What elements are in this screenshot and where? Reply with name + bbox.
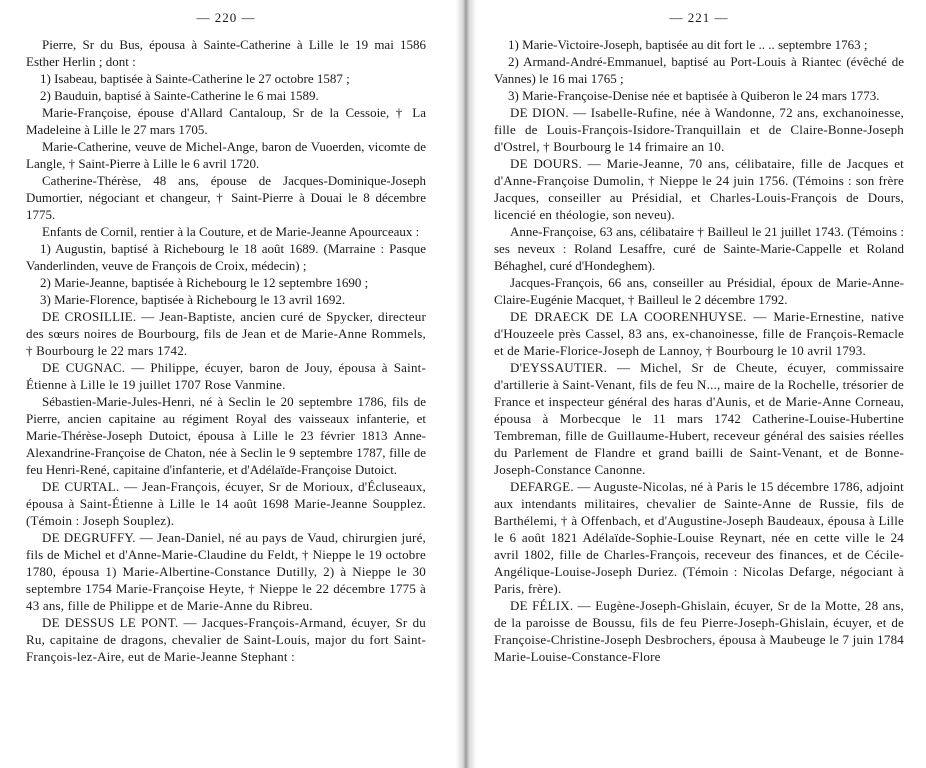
child-entry: 3) Marie-Françoise-Denise née et baptisée à Quiberon le 24 mars 1773. — [508, 88, 880, 103]
entry-paragraph: Enfants de Cornil, rentier à la Couture, et de Marie-Jeanne Apourceaux : — [42, 224, 420, 239]
right-page — [494, 0, 904, 768]
child-entry: 3) Marie-Florence, baptisée à Richebourg le 13 avril 1692. — [40, 292, 346, 307]
child-entry: 2) Bauduin, baptisé à Sainte-Catherine le 6 mai 1589. — [40, 88, 319, 103]
family-entry-de-degruffy: DE DEGRUFFY. — Jean-Daniel, né au pays de Vaud, chirurgien juré, fils de Michel et d'Anne-Marie-Claudine du Feldt, † Nieppe le 19 octobre 1780, épousa 1) Marie-Albertine-Constance Dutilly, 2) à Nieppe le 30 septembre 1754 Marie-Françoise Heyte, † Nieppe le 22 décembre 1775 à 43 ans, fille de Philippe et de Marie-Anne du Ribreu. — [26, 530, 426, 613]
family-entry-de-draeck: DE DRAECK DE LA COORENHUYSE. — Marie-Ernestine, native d'Houzeele près Cassel, 83 ans, ex-chanoinesse, fille de François-Remacle et de Marie-Florice-Joseph de Lannoy, † Bourbourg le 10 avril 1793. — [494, 309, 904, 358]
entry-paragraph: Marie-Françoise, épouse d'Allard Cantaloup, Sr de la Cessoie, † La Madeleine à Lille le 27 mars 1705. — [26, 105, 426, 137]
entry-paragraph: Marie-Catherine, veuve de Michel-Ange, baron de Vuoerden, vicomte de Langle, † Saint-Pierre à Lille le 6 avril 1720. — [26, 139, 426, 171]
entry-paragraph: Jacques-François, 66 ans, conseiller au Présidial, époux de Marie-Anne-Claire-Eugénie Macquet, † Bailleul le 2 décembre 1792. — [494, 275, 904, 307]
entry-paragraph: Pierre, Sr du Bus, épousa à Sainte-Catherine à Lille le 19 mai 1586 Esther Herlin ; dont : — [26, 37, 426, 69]
family-entry-de-dion: DE DION. — Isabelle-Rufine, née à Wandonne, 72 ans, exchanoinesse, fille de Louis-François-Isidore-Tranquillain et de Claire-Bonne-Joseph d'Ostrel, † Bourbourg le 14 frimaire an 10. — [494, 105, 904, 154]
left-page — [26, 0, 426, 768]
page-number-221: — 221 — — [669, 10, 729, 25]
family-entry-de-crosillie: DE CROSILLIE. — Jean-Baptiste, ancien curé de Spycker, directeur des sœurs noires de Bourbourg, fils de Jean et de Marie-Anne Rommels, † Bourbourg le 22 mars 1742. — [26, 309, 426, 358]
family-entry-defarge: DEFARGE. — Auguste-Nicolas, né à Paris le 15 décembre 1786, adjoint aux intendants militaires, chevalier de Sainte-Anne de Russie, fils de Barthélemi, † à Offenbach, et d'Augustine-Joseph Baudeaux, épousa à Lille le 6 août 1821 Adélaïde-Sophie-Louise Reynart, née en cette ville le 24 avril 1802, fille de Charles-François, receveur des finances, et de Cécile-Angélique-Louise-Joseph Duriez. (Témoin : Nicolas Defarge, négociant à Paris, frère). — [494, 479, 904, 596]
family-entry-de-felix: DE FÉLIX. — Eugène-Joseph-Ghislain, écuyer, Sr de la Motte, 28 ans, de la paroisse de Boussu, fils de feu Pierre-Joseph-Ghislain, écuyer, et de Françoise-Christine-Joseph Desbrochers, épousa à Maubeuge le 7 juin 1784 Marie-Louise-Constance-Flore — [494, 598, 904, 664]
family-entry-de-dessus-le-pont: DE DESSUS LE PONT. — Jacques-François-Armand, écuyer, Sr du Ru, capitaine de dragons, chevalier de Saint-Louis, major du fort Saint-François-lez-Aire, eut de Marie-Jeanne Stephant : — [26, 615, 426, 664]
child-entry: 2) Armand-André-Emmanuel, baptisé au Port-Louis à Riantec (évêché de Vannes) le 16 mai 1765 ; — [494, 54, 904, 86]
left-page-entries — [26, 36, 426, 665]
entry-paragraph: Anne-Françoise, 63 ans, célibataire † Bailleul le 21 juillet 1743. (Témoins : ses neveux : Roland Lesaffre, curé de Sainte-Marie-Cappelle et Roland Béhaghel, curé d'Hondeghem). — [494, 224, 904, 273]
child-entry: 1) Augustin, baptisé à Richebourg le 18 août 1689. (Marraine : Pasque Vanderlinden, veuve de François de Croix, médecin) ; — [26, 241, 426, 273]
book-gutter — [456, 0, 476, 768]
child-entry: 1) Isabeau, baptisée à Sainte-Catherine le 27 octobre 1587 ; — [40, 71, 350, 86]
child-entry: 1) Marie-Victoire-Joseph, baptisée au dit fort le .. .. septembre 1763 ; — [508, 37, 868, 52]
entry-paragraph: Catherine-Thérèse, 48 ans, épouse de Jacques-Dominique-Joseph Dumortier, négociant et changeur, † Saint-Pierre à Douai le 8 décembre 1775. — [26, 173, 426, 222]
child-entry: 2) Marie-Jeanne, baptisée à Richebourg le 12 septembre 1690 ; — [40, 275, 369, 290]
entry-paragraph: Sébastien-Marie-Jules-Henri, né à Seclin le 20 septembre 1786, fils de Pierre, ancien capitaine au régiment Royal des vaisseaux infanterie, et Marie-Thérèse-Joseph Dutoict, épousa à Lille le 23 février 1813 Anne-Alexandrine-Françoise de Chaton, née à Seclin le 9 septembre 1787, fille de feu Henri-René, capitaine d'infanterie, et d'Adélaïde-Françoise Dutoict. — [26, 394, 426, 477]
family-entry-de-dours: DE DOURS. — Marie-Jeanne, 70 ans, célibataire, fille de Jacques et d'Anne-Françoise Dumolin, † Nieppe le 24 juin 1756. (Témoins : son frère Jacques, conseiller au Présidial, et Charles-Louis-François de Dours, licencié en théologie, son neveu). — [494, 156, 904, 222]
right-page-entries — [494, 36, 904, 665]
family-entry-de-curtal: DE CURTAL. — Jean-François, écuyer, Sr de Morioux, d'Écluseaux, épousa à Saint-Étienne à Lille le 14 août 1698 Marie-Jeanne Soupplez. (Témoin : Joseph Souplez). — [26, 479, 426, 528]
page-number-220: — 220 — — [196, 10, 256, 25]
family-entry-de-cugnac: DE CUGNAC. — Philippe, écuyer, baron de Jouy, épousa à Saint-Étienne à Lille le 19 juillet 1707 Rose Vanmine. — [26, 360, 426, 392]
family-entry-d-eyssautier: D'EYSSAUTIER. — Michel, Sr de Cheute, écuyer, commissaire d'artillerie à Saint-Venant, fils de feu N..., maire de la Rochelle, trésorier de France et inspecteur général des haras d'Aunis, et de Marie-Anne Corneau, épousa à Morbecque le 11 mars 1742 Catherine-Louise-Hubertine Tembreman, fille de Guillaume-Hubert, receveur général des saisies réelles du Parlement de Flandre et grand bailli de Saint-Venant, et de Bonne-Joseph-Constance Canonne. — [494, 360, 904, 477]
